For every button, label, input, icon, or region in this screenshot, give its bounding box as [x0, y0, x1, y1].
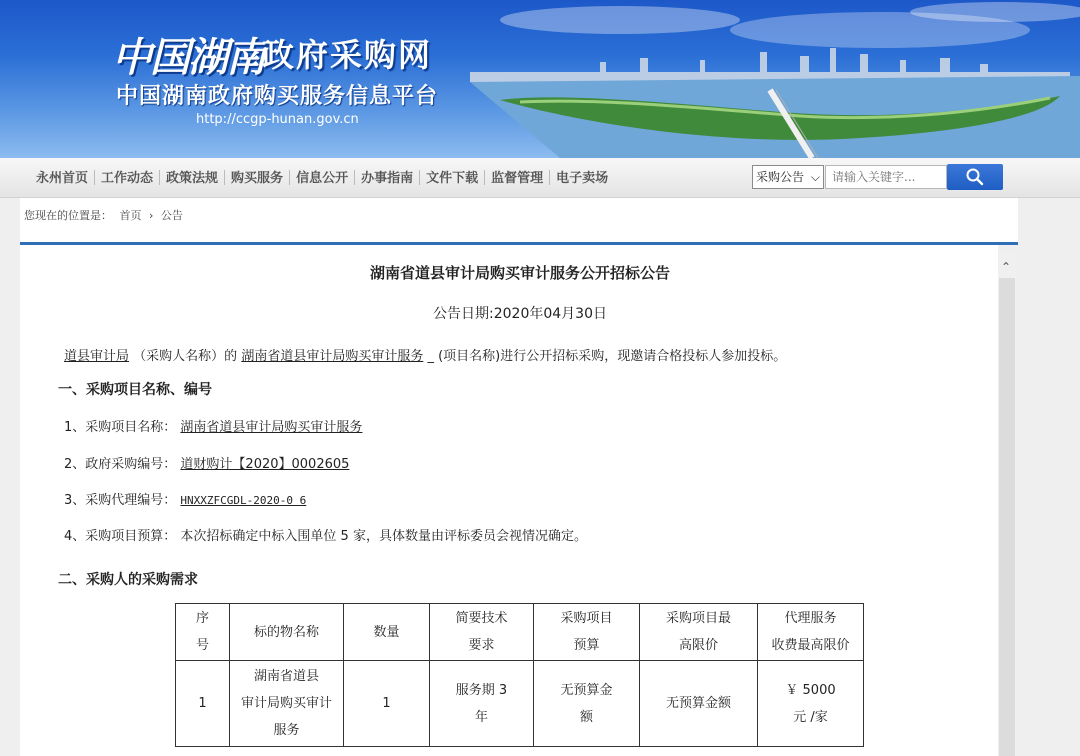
scroll-up-icon[interactable]: ⌃: [1001, 260, 1012, 274]
chevron-down-icon: ⌵: [810, 170, 820, 184]
requirements-table: [175, 603, 864, 747]
header-cell: [344, 604, 430, 661]
procurement-number-value: 道财购计【2020】0002605: [180, 457, 350, 472]
list-item: [64, 489, 306, 508]
table-row: [176, 661, 864, 747]
site-banner: [0, 0, 1080, 158]
cell-fee: [758, 661, 864, 747]
agency-number-value: HNXXZFCGDL-2020-0 6: [180, 494, 307, 507]
cell-no: 1: [176, 661, 230, 747]
cell-fee-l2: 元 /家: [793, 709, 828, 725]
nav-item-home[interactable]: 永州首页: [30, 170, 95, 185]
cell-tech-l2: 年: [474, 709, 488, 725]
header-cell: [176, 604, 230, 661]
site-subtitle: 中国湖南政府购买服务信息平台: [116, 83, 439, 108]
header-cell: [534, 604, 640, 661]
cell-tech-l1: 服务期 3: [455, 682, 508, 698]
cell-item-name-l3: 服务: [273, 723, 300, 738]
header-item-name: 标的物名称: [253, 624, 319, 640]
section1-heading: 一、采购项目名称、编号: [58, 381, 212, 397]
site-url: http://ccgp-hunan.gov.cn: [196, 112, 359, 127]
buyer-note: （采购人名称）的: [133, 349, 238, 364]
cell-budget-l1: 无预算金: [560, 682, 613, 698]
header-no-line2: 号: [195, 638, 209, 653]
header-fee-line2: 收费最高限价: [771, 638, 850, 653]
nav-item-disclosure[interactable]: 信息公开: [290, 170, 355, 185]
cell-item-name-l2: 审计局购买审计: [240, 696, 332, 711]
header-budget-line1: 采购项目: [560, 611, 613, 626]
item-label: 4、采购项目预算：: [64, 529, 177, 544]
search-category-select[interactable]: [752, 165, 824, 189]
project-name-value: 湖南省道县审计局购买审计服务: [180, 420, 363, 435]
cell-budget: [534, 661, 640, 747]
cell-tech: [430, 661, 534, 747]
list-item: [64, 416, 362, 435]
breadcrumb: [20, 198, 1018, 244]
breadcrumb-current[interactable]: 公告: [160, 209, 183, 222]
intro-tail: (项目名称)进行公开招标采购，现邀请合格投标人参加投标。: [438, 349, 787, 364]
breadcrumb-home[interactable]: 首页: [119, 209, 142, 222]
item-label: 3、采购代理编号：: [64, 493, 177, 508]
scrollbar[interactable]: [998, 254, 1016, 756]
cell-item-name-l1: 湖南省道县: [253, 669, 319, 684]
notice-date: 公告日期:2020年04月30日: [433, 306, 607, 322]
header-cell: [230, 604, 344, 661]
header-tech-line1: 简要技术: [455, 611, 508, 626]
header-tech-line2: 要求: [468, 638, 495, 653]
header-cell: [758, 604, 864, 661]
cell-budget-l2: 额: [579, 709, 593, 725]
search-input[interactable]: [825, 165, 947, 189]
budget-value: 本次招标确定中标入围单位 5 家，具体数量由评标委员会视情况确定。: [180, 529, 587, 544]
site-title: 政府采购网: [262, 37, 433, 73]
cell-item-name: [230, 661, 344, 747]
nav-item-supervision[interactable]: 监督管理: [485, 170, 550, 185]
nav-item-guide[interactable]: 办事指南: [355, 170, 420, 185]
search-icon: [965, 168, 985, 186]
header-fee-line1: 代理服务: [784, 611, 837, 626]
intro-project-name: 湖南省道县审计局购买审计服务: [241, 349, 424, 364]
buyer-name: 道县审计局: [64, 349, 130, 364]
list-item: [64, 453, 349, 472]
notice-title: 湖南省道县审计局购买审计服务公开招标公告: [369, 265, 670, 282]
header-cell: [430, 604, 534, 661]
header-cell: [640, 604, 758, 661]
nav-item-policy[interactable]: 政策法规: [160, 170, 225, 185]
header-qty: 数量: [373, 624, 400, 640]
item-label: 2、政府采购编号：: [64, 457, 177, 472]
item-label: 1、采购项目名称：: [64, 420, 177, 435]
nav-item-purchase-service[interactable]: 购买服务: [225, 170, 290, 185]
search-category-value: 采购公告: [756, 170, 805, 184]
list-item: [64, 525, 587, 544]
breadcrumb-separator: ›: [149, 209, 154, 222]
cell-fee-l1: ￥ 5000: [785, 682, 836, 698]
nav-item-e-mall[interactable]: 电子卖场: [556, 170, 609, 185]
header-maxprice-line2: 高限价: [678, 638, 718, 653]
breadcrumb-prefix: 您现在的位置是：: [24, 209, 112, 222]
header-no-line1: 序: [195, 611, 209, 626]
header-budget-line2: 预算: [573, 638, 600, 653]
logo-calligraphy: 中国湖南: [112, 34, 264, 81]
section2-heading: 二、采购人的采购需求: [58, 571, 198, 587]
header-maxprice-line1: 采购项目最: [665, 611, 731, 626]
cell-max-price: 无预算金额: [640, 661, 758, 747]
search-button[interactable]: [947, 164, 1003, 190]
intro-underscore: _: [427, 349, 434, 364]
table-header-row: [176, 604, 864, 661]
nav-item-downloads[interactable]: 文件下载: [420, 170, 485, 185]
nav-item-news[interactable]: 工作动态: [95, 170, 160, 185]
intro-paragraph: [64, 345, 786, 364]
cell-qty: 1: [344, 661, 430, 747]
scrollbar-thumb[interactable]: [999, 278, 1015, 756]
